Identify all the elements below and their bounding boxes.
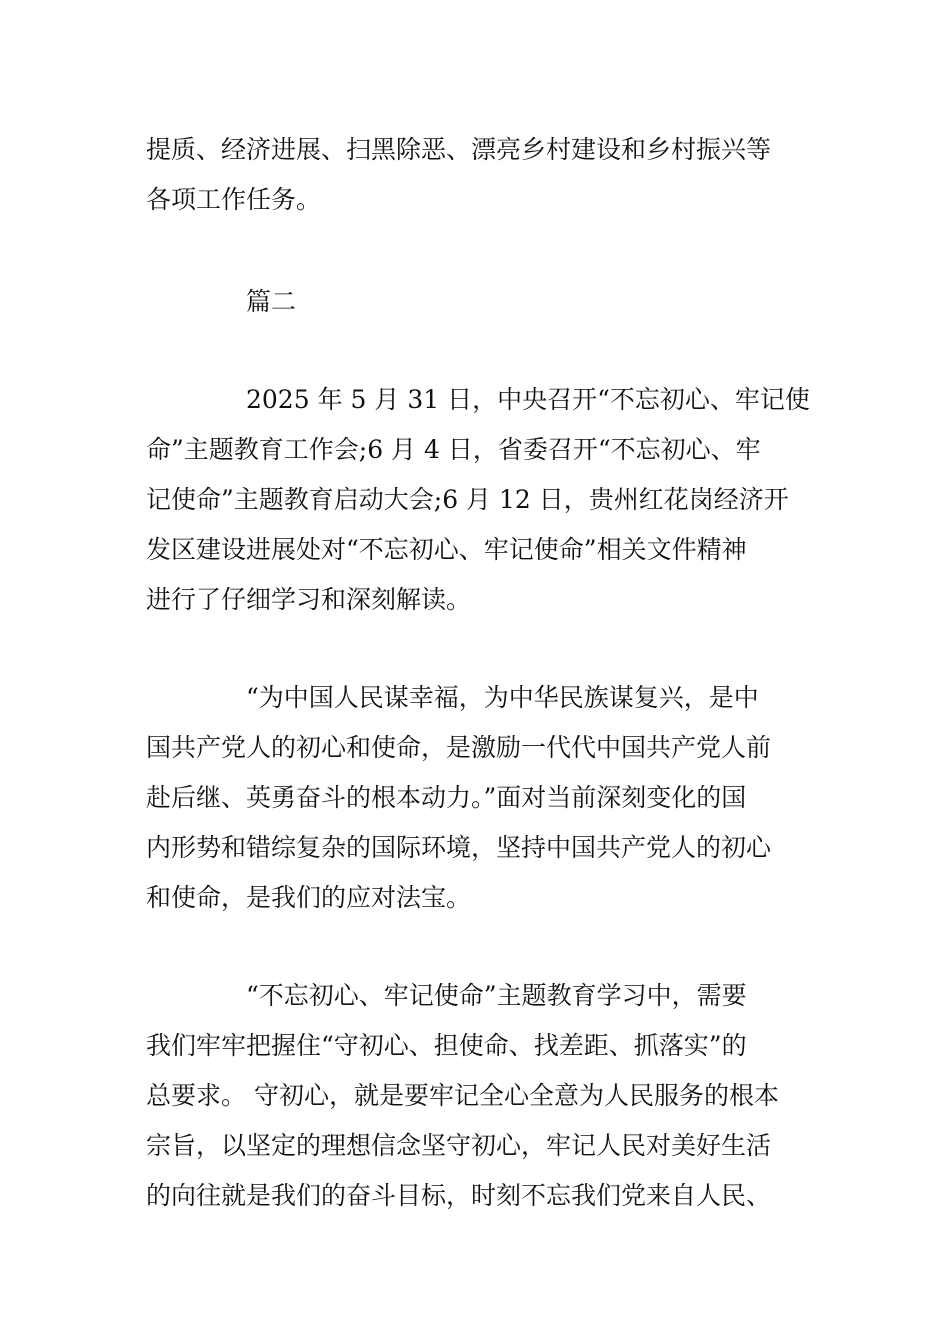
- paragraph-line: 进行了仔细学习和深刻解读。: [146, 585, 472, 614]
- paragraph-line: 提质、经济进展、扫黑除恶、漂亮乡村建设和乡村振兴等: [146, 135, 772, 164]
- paragraph-line: 宗旨，以坚定的理想信念坚守初心，牢记人民对美好生活: [146, 1131, 772, 1160]
- paragraph-line: 发区建设进展处对“不忘初心、牢记使命”相关文件精神: [146, 535, 747, 564]
- paragraph-line: 记使命”主题教育启动大会;6 月 12 日，贵州红花岗经济开: [146, 485, 789, 514]
- paragraph-line: 赴后继、英勇奋斗的根本动力。”面对当前深刻变化的国: [146, 783, 747, 812]
- paragraph-line: 我们牢牢把握住“守初心、担使命、找差距、抓落实”的: [146, 1031, 747, 1060]
- paragraph-line: 命”主题教育工作会;6 月 4 日，省委召开“不忘初心、牢: [146, 435, 761, 464]
- paragraph-line: 国共产党人的初心和使命，是激励一代代中国共产党人前: [146, 733, 772, 762]
- paragraph-line: 各项工作任务。: [146, 185, 322, 214]
- paragraph-line: 的向往就是我们的奋斗目标，时刻不忘我们党来自人民、: [146, 1181, 772, 1210]
- paragraph-line: 2025 年 5 月 31 日，中央召开“不忘初心、牢记使: [246, 385, 810, 414]
- paragraph-line: 总要求。 守初心，就是要牢记全心全意为人民服务的根本: [146, 1081, 779, 1110]
- section-heading: 篇二: [246, 287, 297, 316]
- paragraph-line: “不忘初心、牢记使命”主题教育学习中，需要: [246, 981, 747, 1010]
- paragraph-line: 内形势和错综复杂的国际环境，坚持中国共产党人的初心: [146, 833, 772, 862]
- paragraph-line: 和使命，是我们的应对法宝。: [146, 883, 472, 912]
- paragraph-line: “为中国人民谋幸福，为中华民族谋复兴，是中: [246, 683, 759, 712]
